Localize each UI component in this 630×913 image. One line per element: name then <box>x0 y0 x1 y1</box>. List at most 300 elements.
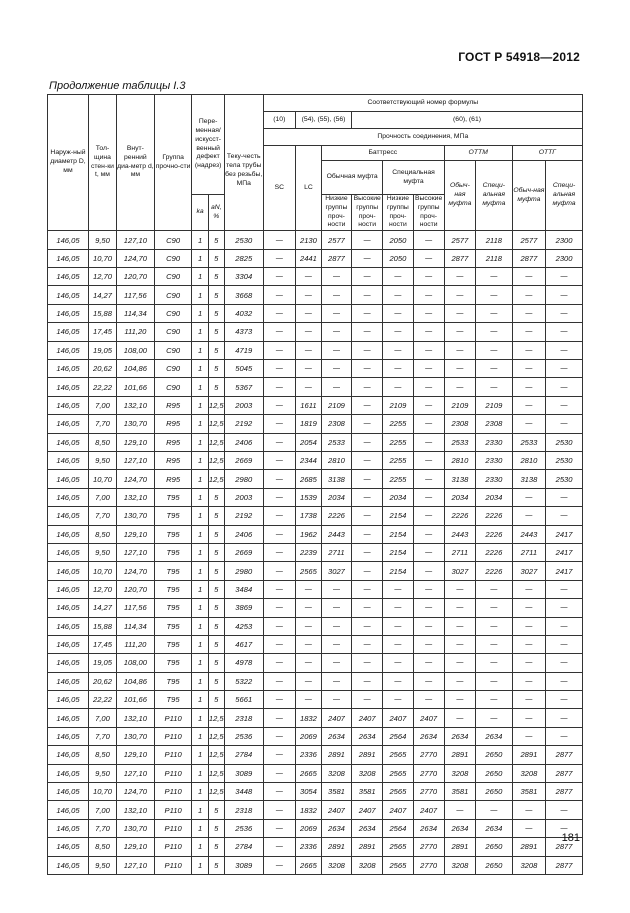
table-cell: 114,34 <box>117 304 155 322</box>
table-cell: — <box>321 654 351 672</box>
table-cell: 15,88 <box>88 617 116 635</box>
table-cell: 146,05 <box>48 764 89 782</box>
table-cell: 146,05 <box>48 433 89 451</box>
table-cell: 15,88 <box>88 304 116 322</box>
table-cell: — <box>444 268 475 286</box>
table-cell: 132,10 <box>117 488 155 506</box>
table-cell: 2877 <box>512 249 545 267</box>
table-cell: — <box>352 691 383 709</box>
table-cell: — <box>413 433 444 451</box>
table-cell: 1832 <box>295 801 321 819</box>
table-cell: 132,10 <box>117 801 155 819</box>
table-cell: — <box>413 691 444 709</box>
table-cell: 5 <box>208 801 224 819</box>
table-cell: R95 <box>154 396 192 414</box>
table-cell: 124,70 <box>117 783 155 801</box>
table-cell: 146,05 <box>48 654 89 672</box>
table-cell: — <box>512 727 545 745</box>
table-cell: 132,10 <box>117 709 155 727</box>
table-cell: 5 <box>208 617 224 635</box>
table-cell: — <box>546 304 583 322</box>
table-cell: 2109 <box>476 396 513 414</box>
table-cell: 1 <box>192 323 208 341</box>
table-cell: 1 <box>192 599 208 617</box>
table-cell: 2407 <box>413 709 444 727</box>
header-body-yield: Теку-честь тела трубы без резьбы, МПа <box>224 112 263 231</box>
table-cell: 5 <box>208 635 224 653</box>
table-cell: — <box>476 268 513 286</box>
table-cell: 10,70 <box>88 249 116 267</box>
table-cell: 2226 <box>476 543 513 561</box>
table-cell: 22,22 <box>88 691 116 709</box>
table-cell: — <box>546 360 583 378</box>
table-cell: 111,20 <box>117 323 155 341</box>
table-row <box>48 507 583 525</box>
table-cell: 1832 <box>295 709 321 727</box>
table-cell: — <box>413 599 444 617</box>
table-cell: 146,05 <box>48 746 89 764</box>
table-cell: — <box>512 635 545 653</box>
table-cell: — <box>413 672 444 690</box>
table-cell: — <box>321 286 351 304</box>
table-cell: 146,05 <box>48 341 89 359</box>
table-cell: 111,20 <box>117 635 155 653</box>
table-cell: — <box>383 323 413 341</box>
table-cell: 5 <box>208 691 224 709</box>
table-cell: P110 <box>154 783 192 801</box>
table-cell: 1 <box>192 580 208 598</box>
table-cell: 3448 <box>224 783 263 801</box>
table-cell: 5 <box>208 654 224 672</box>
table-cell: 2318 <box>224 709 263 727</box>
table-cell: 3138 <box>321 470 351 488</box>
table-cell: 9,50 <box>88 856 116 874</box>
table-row <box>48 470 583 488</box>
table-cell: 12,70 <box>88 580 116 598</box>
table-cell: 2650 <box>476 764 513 782</box>
table-cell: 1 <box>192 819 208 837</box>
table-cell: 3208 <box>512 856 545 874</box>
table-cell: — <box>321 323 351 341</box>
table-row <box>48 433 583 451</box>
table-cell: — <box>512 396 545 414</box>
table-cell: 3027 <box>444 562 475 580</box>
table-cell: 2536 <box>224 727 263 745</box>
table-cell: 130,70 <box>117 415 155 433</box>
table-cell: — <box>383 580 413 598</box>
table-cell: 7,70 <box>88 415 116 433</box>
table-cell: — <box>321 617 351 635</box>
header-buttress-special-high: Высокие группы проч-ности <box>413 195 444 231</box>
table-cell: 146,05 <box>48 396 89 414</box>
table-cell: — <box>413 470 444 488</box>
table-cell: T95 <box>154 543 192 561</box>
table-cell: — <box>444 378 475 396</box>
table-cell: 2255 <box>383 470 413 488</box>
header-wall-thickness: Тол-щина стен-ки t, мм <box>88 95 116 231</box>
table-row <box>48 286 583 304</box>
table-cell: 3208 <box>321 764 351 782</box>
table-cell: 3027 <box>512 562 545 580</box>
table-cell: — <box>512 691 545 709</box>
table-cell: 146,05 <box>48 783 89 801</box>
table-cell: 2565 <box>295 562 321 580</box>
table-cell: 2634 <box>476 727 513 745</box>
table-cell: 2530 <box>546 452 583 470</box>
table-cell: — <box>263 378 295 396</box>
table-cell: — <box>413 617 444 635</box>
table-cell: 146,05 <box>48 819 89 837</box>
table-cell: — <box>352 231 383 249</box>
table-cell: — <box>546 341 583 359</box>
table-cell: 3208 <box>352 764 383 782</box>
table-cell: 2565 <box>383 838 413 856</box>
table-cell: — <box>321 304 351 322</box>
table-cell: 146,05 <box>48 635 89 653</box>
table-cell: 2634 <box>476 819 513 837</box>
table-cell: 1 <box>192 286 208 304</box>
table-cell: 146,05 <box>48 801 89 819</box>
header-ottm: ОТТМ <box>444 146 512 161</box>
table-cell: 2784 <box>224 838 263 856</box>
table-row <box>48 783 583 801</box>
table-cell: — <box>512 672 545 690</box>
table-cell: 5 <box>208 838 224 856</box>
table-row <box>48 635 583 653</box>
header-lc: LC <box>295 146 321 231</box>
table-cell: 146,05 <box>48 323 89 341</box>
table-cell: — <box>321 268 351 286</box>
table-cell: — <box>352 580 383 598</box>
header-sc: SC <box>263 146 295 231</box>
table-cell: 2784 <box>224 746 263 764</box>
table-cell: — <box>476 378 513 396</box>
table-cell: 2154 <box>383 525 413 543</box>
table-cell: — <box>476 617 513 635</box>
standard-designation: ГОСТ Р 54918—2012 <box>458 50 580 64</box>
table-cell: 146,05 <box>48 452 89 470</box>
table-cell: T95 <box>154 599 192 617</box>
table-cell: 2308 <box>476 415 513 433</box>
table-cell: 146,05 <box>48 543 89 561</box>
table-cell: — <box>263 819 295 837</box>
table-cell: — <box>295 672 321 690</box>
table-cell: — <box>546 415 583 433</box>
table-cell: — <box>546 819 583 837</box>
table-row <box>48 580 583 598</box>
table-cell: — <box>512 323 545 341</box>
table-cell: 2441 <box>295 249 321 267</box>
table-cell: 2192 <box>224 507 263 525</box>
table-cell: 2226 <box>476 507 513 525</box>
table-cell: — <box>476 580 513 598</box>
table-cell: 129,10 <box>117 433 155 451</box>
table-row <box>48 599 583 617</box>
table-cell: — <box>512 580 545 598</box>
table-cell: 4373 <box>224 323 263 341</box>
table-cell: — <box>546 727 583 745</box>
table-cell: — <box>444 617 475 635</box>
table-cell: 2825 <box>224 249 263 267</box>
table-cell: 5 <box>208 507 224 525</box>
table-row <box>48 341 583 359</box>
table-cell: 8,50 <box>88 433 116 451</box>
table-cell: 1 <box>192 378 208 396</box>
table-cell: 12,5 <box>208 783 224 801</box>
table-cell: 146,05 <box>48 691 89 709</box>
table-cell: — <box>476 635 513 653</box>
header-formula-54-55-56: (54), (55), (56) <box>295 112 351 129</box>
table-cell: 2810 <box>444 452 475 470</box>
table-cell: 1 <box>192 783 208 801</box>
table-cell: — <box>352 525 383 543</box>
table-cell: — <box>263 452 295 470</box>
table-cell: 2536 <box>224 819 263 837</box>
table-cell: 146,05 <box>48 727 89 745</box>
table-cell: 1 <box>192 268 208 286</box>
table-cell: 2443 <box>444 525 475 543</box>
table-row <box>48 801 583 819</box>
table-cell: — <box>546 286 583 304</box>
table-cell: — <box>546 268 583 286</box>
table-row <box>48 415 583 433</box>
table-cell: 2669 <box>224 543 263 561</box>
header-ottg-special: Специ-альная муфта <box>546 161 583 231</box>
table-row <box>48 654 583 672</box>
table-cell: — <box>263 764 295 782</box>
table-cell: — <box>263 838 295 856</box>
table-cell: — <box>295 691 321 709</box>
table-cell: 12,5 <box>208 746 224 764</box>
table-cell: 3869 <box>224 599 263 617</box>
table-cell: 1 <box>192 525 208 543</box>
table-cell: 7,00 <box>88 801 116 819</box>
table-cell: — <box>383 654 413 672</box>
table-cell: 2417 <box>546 525 583 543</box>
table-cell: — <box>546 323 583 341</box>
table-cell: 3208 <box>444 764 475 782</box>
table-cell: 146,05 <box>48 415 89 433</box>
table-cell: — <box>546 396 583 414</box>
table-cell: R95 <box>154 415 192 433</box>
table-row <box>48 231 583 249</box>
table-row <box>48 304 583 322</box>
table-cell: — <box>295 580 321 598</box>
table-cell: 9,50 <box>88 764 116 782</box>
table-cell: 2407 <box>321 709 351 727</box>
header-buttress: Баттресс <box>321 146 444 161</box>
table-cell: 2192 <box>224 415 263 433</box>
table-cell: — <box>512 286 545 304</box>
table-cell: C90 <box>154 249 192 267</box>
table-cell: 2669 <box>224 452 263 470</box>
table-cell: 5 <box>208 323 224 341</box>
table-cell: 146,05 <box>48 488 89 506</box>
table-cell: 9,50 <box>88 543 116 561</box>
table-cell: — <box>383 378 413 396</box>
table-cell: 2034 <box>321 488 351 506</box>
table-cell: — <box>512 268 545 286</box>
table-cell: 104,86 <box>117 672 155 690</box>
table-cell: 124,70 <box>117 249 155 267</box>
table-cell: — <box>413 396 444 414</box>
table-cell: — <box>295 635 321 653</box>
table-cell: — <box>383 635 413 653</box>
table-cell: 1 <box>192 764 208 782</box>
table-cell: 4032 <box>224 304 263 322</box>
table-cell: — <box>263 801 295 819</box>
table-cell: 2054 <box>295 433 321 451</box>
table-cell: — <box>413 452 444 470</box>
table-row <box>48 360 583 378</box>
table-cell: 2650 <box>476 838 513 856</box>
table-cell: 129,10 <box>117 525 155 543</box>
table-cell: 5 <box>208 819 224 837</box>
table-cell: — <box>263 543 295 561</box>
table-cell: — <box>413 360 444 378</box>
table-cell: — <box>352 378 383 396</box>
table-cell: T95 <box>154 525 192 543</box>
table-cell: 9,50 <box>88 452 116 470</box>
table-cell: — <box>352 360 383 378</box>
table-row <box>48 562 583 580</box>
table-row <box>48 525 583 543</box>
table-cell: 2711 <box>444 543 475 561</box>
table-row <box>48 617 583 635</box>
table-cell: 3138 <box>512 470 545 488</box>
table-cell: 1 <box>192 709 208 727</box>
table-cell: 127,10 <box>117 452 155 470</box>
table-cell: 2443 <box>512 525 545 543</box>
table-cell: — <box>263 856 295 874</box>
table-cell: 2565 <box>383 746 413 764</box>
header-outer-diameter: Наруж-ный диаметр D, мм <box>48 95 89 231</box>
table-cell: 2118 <box>476 249 513 267</box>
table-cell: 108,00 <box>117 341 155 359</box>
table-cell: 14,27 <box>88 599 116 617</box>
table-cell: 5 <box>208 488 224 506</box>
table-cell: 1 <box>192 360 208 378</box>
table-cell: 2226 <box>321 507 351 525</box>
table-cell: 2770 <box>413 746 444 764</box>
table-cell: C90 <box>154 268 192 286</box>
table-cell: 2330 <box>476 470 513 488</box>
table-cell: 2308 <box>444 415 475 433</box>
table-cell: 2318 <box>224 801 263 819</box>
table-cell: 2770 <box>413 783 444 801</box>
table-cell: 2650 <box>476 746 513 764</box>
header-buttress-regular-high: Высокие группы проч-ности <box>352 195 383 231</box>
table-cell: 2877 <box>444 249 475 267</box>
table-cell: 1 <box>192 433 208 451</box>
table-cell: — <box>476 801 513 819</box>
table-cell: — <box>476 654 513 672</box>
table-cell: 3581 <box>512 783 545 801</box>
table-cell: 2650 <box>476 856 513 874</box>
table-cell: — <box>352 635 383 653</box>
header-buttress-special-low: Низкие группы проч-ности <box>383 195 413 231</box>
table-cell: C90 <box>154 304 192 322</box>
table-cell: 146,05 <box>48 856 89 874</box>
table-cell: — <box>476 691 513 709</box>
table-cell: 2050 <box>383 231 413 249</box>
table-cell: 2565 <box>383 783 413 801</box>
table-cell: — <box>263 599 295 617</box>
table-cell: 1738 <box>295 507 321 525</box>
table-cell: 2417 <box>546 543 583 561</box>
table-cell: — <box>295 323 321 341</box>
table-cell: — <box>263 360 295 378</box>
table-cell: — <box>263 341 295 359</box>
table-cell: 5661 <box>224 691 263 709</box>
table-cell: 7,00 <box>88 488 116 506</box>
table-cell: 146,05 <box>48 672 89 690</box>
table-cell: T95 <box>154 635 192 653</box>
table-cell: 132,10 <box>117 396 155 414</box>
table-cell: 2565 <box>383 856 413 874</box>
table-cell: — <box>321 378 351 396</box>
table-cell: 117,56 <box>117 286 155 304</box>
table-cell: — <box>444 341 475 359</box>
header-ottg-regular: Обыч-ная муфта <box>512 161 545 231</box>
table-cell: — <box>352 268 383 286</box>
table-cell: 7,70 <box>88 727 116 745</box>
table-cell: 127,10 <box>117 856 155 874</box>
table-cell: — <box>444 691 475 709</box>
table-cell: 2406 <box>224 433 263 451</box>
table-cell: 108,00 <box>117 654 155 672</box>
table-cell: — <box>546 635 583 653</box>
table-cell: — <box>512 507 545 525</box>
table-cell: 2770 <box>413 764 444 782</box>
table-cell: 2891 <box>321 746 351 764</box>
header-defect: Пере-менная/ искусст-венный дефект (надрез) <box>192 95 224 195</box>
table-cell: 1 <box>192 415 208 433</box>
table-cell: 22,22 <box>88 378 116 396</box>
table-cell: P110 <box>154 838 192 856</box>
table-cell: — <box>546 378 583 396</box>
table-cell: — <box>413 341 444 359</box>
table-cell: — <box>512 360 545 378</box>
table-cell: — <box>546 691 583 709</box>
table-cell: 5 <box>208 525 224 543</box>
table-cell: 2530 <box>546 470 583 488</box>
table-cell: 12,5 <box>208 470 224 488</box>
table-cell: 2891 <box>444 746 475 764</box>
table-cell: 1 <box>192 801 208 819</box>
table-cell: 2877 <box>546 746 583 764</box>
header-joint-strength: Прочность соединения, МПа <box>263 129 582 146</box>
table-cell: 2226 <box>476 525 513 543</box>
table-cell: 9,50 <box>88 231 116 249</box>
table-cell: 2891 <box>352 746 383 764</box>
table-cell: 3581 <box>444 783 475 801</box>
table-cell: 127,10 <box>117 231 155 249</box>
table-cell: — <box>263 268 295 286</box>
table-cell: 146,05 <box>48 617 89 635</box>
table-cell: — <box>263 304 295 322</box>
table-cell: 2109 <box>444 396 475 414</box>
table-cell: 5 <box>208 268 224 286</box>
table-cell: — <box>352 562 383 580</box>
table-cell: 2891 <box>321 838 351 856</box>
table-cell: — <box>413 543 444 561</box>
table-cell: — <box>263 286 295 304</box>
table-cell: 2255 <box>383 415 413 433</box>
header-formula-number: Соответствующий номер формулы <box>263 95 582 112</box>
table-cell: — <box>352 452 383 470</box>
table-cell: P110 <box>154 746 192 764</box>
